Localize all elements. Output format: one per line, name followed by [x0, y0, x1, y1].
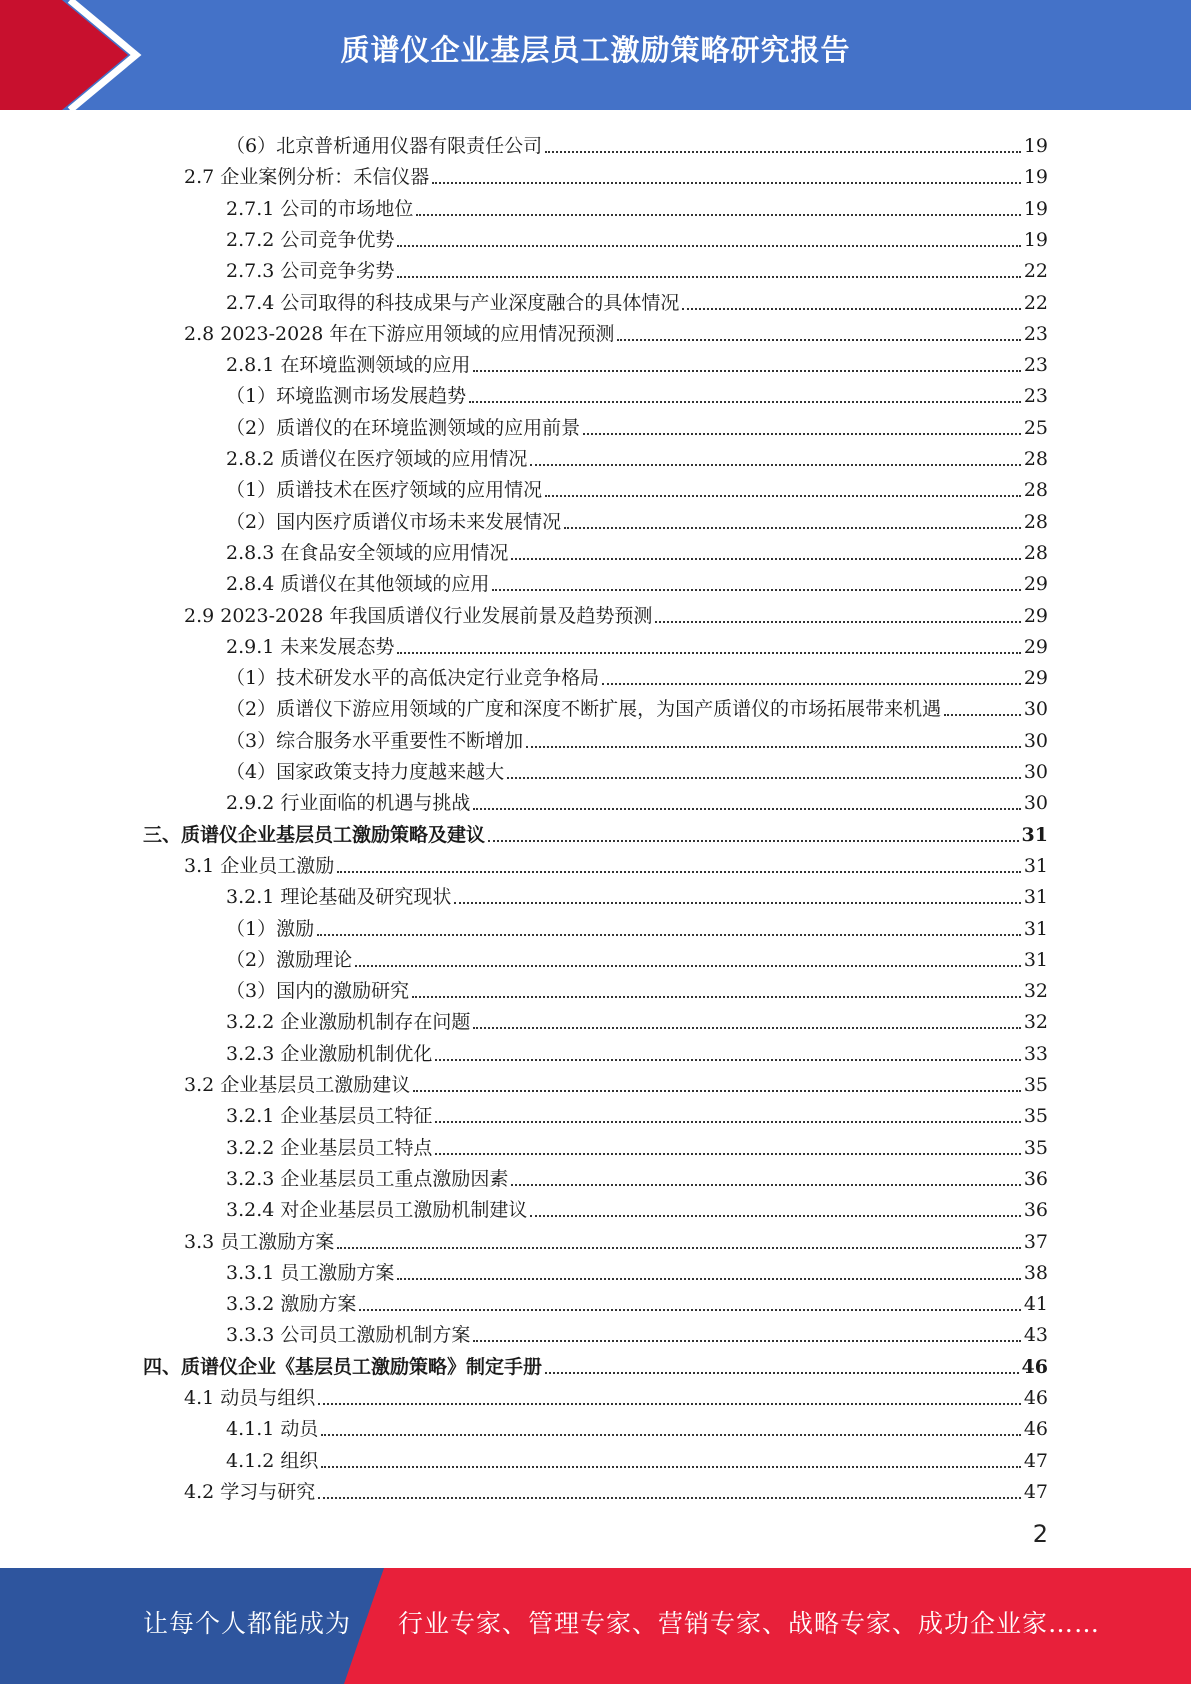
toc-entry[interactable]	[226, 440, 1048, 471]
toc-entry-page: 31	[1023, 917, 1048, 940]
toc-entry-page: 29	[1023, 604, 1048, 627]
toc-entry-label: 3.3 员工激励方案	[184, 1230, 335, 1253]
toc-entry[interactable]	[226, 659, 1048, 690]
toc-entry[interactable]	[184, 315, 1048, 346]
toc-entry-page: 41	[1023, 1293, 1048, 1316]
toc-entry-label: 2.8.3 在食品安全领域的应用情况	[226, 541, 509, 564]
toc-entry-page: 35	[1023, 1136, 1048, 1159]
toc-entry-page: 25	[1023, 416, 1048, 439]
toc-entry[interactable]	[226, 471, 1048, 502]
toc-leader-dots	[492, 589, 1020, 591]
toc-entry-label: 2.9.2 行业面临的机遇与挑战	[226, 792, 471, 815]
toc-leader-dots	[530, 1215, 1020, 1217]
toc-entry[interactable]	[226, 252, 1048, 283]
toc-leader-dots	[545, 1372, 1019, 1374]
toc-entry-page: 28	[1023, 448, 1048, 470]
page-footer	[0, 1568, 1191, 1684]
toc-entry-page: 22	[1023, 260, 1048, 283]
toc-entry-page: 31	[1023, 886, 1048, 909]
toc-entry-label: 2.8.4 质谱仪在其他领域的应用	[226, 573, 490, 596]
toc-entry-label: 三、质谱仪企业基层员工激励策略及建议	[143, 823, 486, 846]
toc-leader-dots	[545, 151, 1021, 153]
toc-leader-dots	[511, 1184, 1020, 1186]
toc-leader-dots	[602, 683, 1021, 685]
toc-entry-page: 23	[1023, 385, 1048, 408]
toc-leader-dots	[469, 401, 1021, 403]
toc-leader-dots	[337, 1247, 1021, 1249]
toc-entry-page: 23	[1023, 354, 1048, 377]
toc-entry-label: 2.7.3 公司竞争劣势	[226, 260, 395, 283]
toc-entry-label: 3.3.3 公司员工激励机制方案	[226, 1324, 471, 1347]
toc-entry[interactable]	[184, 1379, 1048, 1410]
toc-entry[interactable]	[226, 565, 1048, 596]
toc-entry-label: （3）国内的激励研究	[226, 980, 410, 1003]
toc-entry[interactable]	[226, 503, 1048, 534]
page-number: 2	[1032, 1520, 1048, 1548]
toc-leader-dots	[473, 1027, 1020, 1029]
toc-leader-dots	[318, 1403, 1021, 1405]
toc-entry-page: 30	[1023, 792, 1048, 815]
document-title: 质谱仪企业基层员工激励策略研究报告	[340, 33, 851, 67]
toc-entry[interactable]	[226, 1442, 1048, 1473]
toc-entry-label: （2）质谱仪的在环境监测领域的应用前景	[226, 416, 581, 439]
toc-entry[interactable]	[226, 534, 1048, 565]
toc-leader-dots	[416, 214, 1020, 216]
toc-leader-dots	[397, 1278, 1020, 1280]
toc-entry[interactable]	[226, 346, 1048, 377]
toc-entry[interactable]	[226, 972, 1048, 1003]
toc-leader-dots	[318, 1497, 1021, 1499]
toc-entry[interactable]	[226, 127, 1048, 158]
toc-entry-page: 29	[1023, 667, 1048, 690]
toc-entry-label: （3）综合服务水平重要性不断增加	[226, 729, 524, 752]
toc-entry-page: 19	[1023, 166, 1048, 189]
toc-leader-dots	[397, 652, 1020, 654]
toc-entry-page: 19	[1023, 228, 1048, 251]
toc-entry-label: 3.2.4 对企业基层员工激励机制建议	[226, 1199, 528, 1222]
toc-leader-dots	[435, 1153, 1020, 1155]
toc-entry-label: （2）质谱仪下游应用领域的广度和深度不断扩展，为国产质谱仪的市场拓展带来机遇	[226, 698, 942, 721]
toc-entry[interactable]	[226, 190, 1048, 221]
toc-entry[interactable]	[226, 784, 1048, 815]
toc-leader-dots	[944, 714, 1021, 716]
toc-leader-dots	[617, 339, 1020, 341]
toc-leader-dots	[413, 1090, 1021, 1092]
toc-entry-page: 35	[1023, 1105, 1048, 1128]
toc-entry[interactable]	[226, 409, 1048, 440]
toc-entry[interactable]	[226, 221, 1048, 252]
toc-entry-label: （1）激励	[226, 917, 315, 940]
toc-entry-page: 46	[1023, 1418, 1048, 1441]
toc-entry-page: 46	[1021, 1355, 1048, 1378]
toc-leader-dots	[317, 934, 1021, 936]
toc-leader-dots	[473, 808, 1020, 810]
toc-entry[interactable]	[226, 1191, 1048, 1222]
toc-entry-page: 32	[1023, 1011, 1048, 1034]
toc-leader-dots	[412, 996, 1021, 998]
toc-entry[interactable]	[184, 1473, 1048, 1504]
toc-entry-page: 19	[1023, 197, 1048, 220]
toc-leader-dots	[526, 746, 1021, 748]
toc-entry[interactable]	[226, 1285, 1048, 1316]
toc-entry-label: 2.8 2023-2028 年在下游应用领域的应用情况预测	[184, 322, 615, 345]
toc-entry-label: 3.2 企业基层员工激励建议	[184, 1074, 411, 1096]
toc-leader-dots	[530, 464, 1020, 466]
toc-entry-page: 28	[1023, 510, 1048, 533]
toc-entry-label: （2）激励理论	[226, 948, 353, 971]
toc-leader-dots	[321, 1466, 1020, 1468]
toc-entry-label: 2.7.2 公司竞争优势	[226, 228, 395, 251]
toc-entry-page: 31	[1023, 854, 1048, 877]
toc-leader-dots	[488, 840, 1019, 842]
toc-entry[interactable]	[184, 847, 1048, 878]
toc-entry[interactable]	[184, 1066, 1048, 1097]
toc-entry[interactable]	[226, 1254, 1048, 1285]
toc-entry-page: 29	[1023, 573, 1048, 596]
toc-entry-label: 3.3.1 员工激励方案	[226, 1261, 395, 1284]
toc-entry[interactable]	[226, 1410, 1048, 1441]
toc-entry[interactable]	[226, 1160, 1048, 1191]
toc-entry-page: 23	[1023, 322, 1048, 345]
toc-entry[interactable]	[226, 722, 1048, 753]
toc-entry-page: 28	[1023, 479, 1048, 502]
toc-leader-dots	[355, 965, 1021, 967]
toc-entry[interactable]	[226, 628, 1048, 659]
toc-entry[interactable]	[226, 1097, 1048, 1128]
toc-entry-label: 2.7.4 公司取得的科技成果与产业深度融合的具体情况	[226, 291, 680, 314]
toc-entry-label: 3.2.1 理论基础及研究现状	[226, 886, 452, 909]
toc-entry-label: （1）质谱技术在医疗领域的应用情况	[226, 479, 543, 502]
toc-entry-page: 32	[1023, 980, 1048, 1003]
toc-entry-label: 2.7 企业案例分析：禾信仪器	[184, 166, 430, 189]
toc-entry-page: 30	[1023, 761, 1048, 783]
toc-leader-dots	[583, 433, 1021, 435]
toc-entry-label: 2.7.1 公司的市场地位	[226, 197, 414, 220]
toc-entry[interactable]	[226, 1003, 1048, 1034]
toc-entry[interactable]	[226, 1316, 1048, 1347]
toc-entry-label: 3.2.1 企业基层员工特征	[226, 1105, 433, 1128]
toc-entry-page: 43	[1023, 1324, 1048, 1347]
toc-entry[interactable]	[143, 1348, 1048, 1379]
toc-entry-label: 4.1.1 动员	[226, 1418, 319, 1441]
page-header	[0, 0, 1191, 110]
toc-entry-label: 四、质谱仪企业《基层员工激励策略》制定手册	[143, 1355, 543, 1378]
toc-entry-label: 3.3.2 激励方案	[226, 1293, 357, 1316]
toc-entry-label: 4.1 动员与组织	[184, 1387, 316, 1409]
toc-entry[interactable]	[226, 753, 1048, 784]
toc-entry[interactable]	[184, 158, 1048, 189]
toc-leader-dots	[655, 621, 1020, 623]
toc-leader-dots	[511, 558, 1020, 560]
toc-entry-page: 30	[1023, 729, 1048, 752]
toc-entry[interactable]	[143, 816, 1048, 847]
footer-slogan-left: 让每个人都能成为	[143, 1609, 352, 1638]
toc-entry[interactable]	[226, 1129, 1048, 1160]
toc-entry-page: 37	[1023, 1230, 1048, 1253]
toc-leader-dots	[397, 245, 1020, 247]
toc-entry-page: 31	[1021, 823, 1048, 846]
toc-entry[interactable]	[184, 1223, 1048, 1254]
toc-entry-label: （1）环境监测市场发展趋势	[226, 385, 467, 408]
toc-entry-page: 38	[1023, 1261, 1048, 1284]
toc-entry[interactable]	[226, 377, 1048, 408]
toc-entry-page: 36	[1023, 1167, 1048, 1190]
toc-entry-label: （2）国内医疗质谱仪市场未来发展情况	[226, 510, 562, 533]
toc-entry-page: 46	[1023, 1387, 1048, 1409]
toc-entry-page: 30	[1023, 698, 1048, 721]
toc-entry-label: 3.2.2 企业基层员工特点	[226, 1136, 433, 1159]
toc-entry-page: 19	[1023, 135, 1048, 157]
toc-leader-dots	[473, 1340, 1020, 1342]
toc-leader-dots	[545, 495, 1021, 497]
toc-entry[interactable]	[226, 284, 1048, 315]
footer-slogan-right: 行业专家、管理专家、营销专家、战略专家、成功企业家……	[398, 1609, 1101, 1638]
toc-entry-label: （6）北京普析通用仪器有限责任公司	[226, 135, 543, 157]
toc-entry[interactable]	[226, 1035, 1048, 1066]
toc-leader-dots	[359, 1309, 1020, 1311]
toc-leader-dots	[564, 527, 1021, 529]
toc-entry-label: 2.8.1 在环境监测领域的应用	[226, 354, 471, 377]
toc-entry-label: 3.2.3 企业激励机制优化	[226, 1042, 433, 1065]
toc-entry[interactable]	[226, 878, 1048, 909]
toc-leader-dots	[454, 902, 1020, 904]
toc-entry-page: 47	[1023, 1480, 1048, 1503]
toc-leader-dots	[435, 1059, 1020, 1061]
toc-entry-page: 31	[1023, 948, 1048, 971]
toc-leader-dots	[337, 871, 1021, 873]
toc-entry-label: 2.9.1 未来发展态势	[226, 635, 395, 658]
toc-entry-label: 2.9 2023-2028 年我国质谱仪行业发展前景及趋势预测	[184, 604, 653, 627]
toc-leader-dots	[473, 370, 1020, 372]
toc-entry-label: 3.2.3 企业基层员工重点激励因素	[226, 1167, 509, 1190]
toc-entry-label: 3.1 企业员工激励	[184, 854, 335, 877]
toc-entry[interactable]	[226, 690, 1048, 721]
toc-entry-page: 28	[1023, 541, 1048, 564]
toc-entry-label: 4.2 学习与研究	[184, 1480, 316, 1503]
toc-leader-dots	[432, 182, 1021, 184]
toc-entry-label: （4）国家政策支持力度越来越大	[226, 761, 505, 783]
toc-entry-page: 33	[1023, 1042, 1048, 1065]
toc-entry-label: 2.8.2 质谱仪在医疗领域的应用情况	[226, 448, 528, 470]
toc-entry-label: （1）技术研发水平的高低决定行业竞争格局	[226, 667, 600, 690]
toc-entry[interactable]	[184, 597, 1048, 628]
toc-entry-page: 29	[1023, 635, 1048, 658]
toc-entry-label: 3.2.2 企业激励机制存在问题	[226, 1011, 471, 1034]
toc-entry-page: 35	[1023, 1074, 1048, 1096]
toc-entry-page: 36	[1023, 1199, 1048, 1222]
toc-entry-label: 4.1.2 组织	[226, 1449, 319, 1472]
toc-leader-dots	[435, 1121, 1020, 1123]
toc-leader-dots	[507, 777, 1021, 779]
toc-entry-page: 47	[1023, 1449, 1048, 1472]
toc-entry-page: 22	[1023, 291, 1048, 314]
toc-leader-dots	[321, 1434, 1020, 1436]
toc-entry[interactable]	[226, 941, 1048, 972]
toc-leader-dots	[682, 308, 1020, 310]
toc-leader-dots	[397, 276, 1020, 278]
toc-entry[interactable]	[226, 910, 1048, 941]
